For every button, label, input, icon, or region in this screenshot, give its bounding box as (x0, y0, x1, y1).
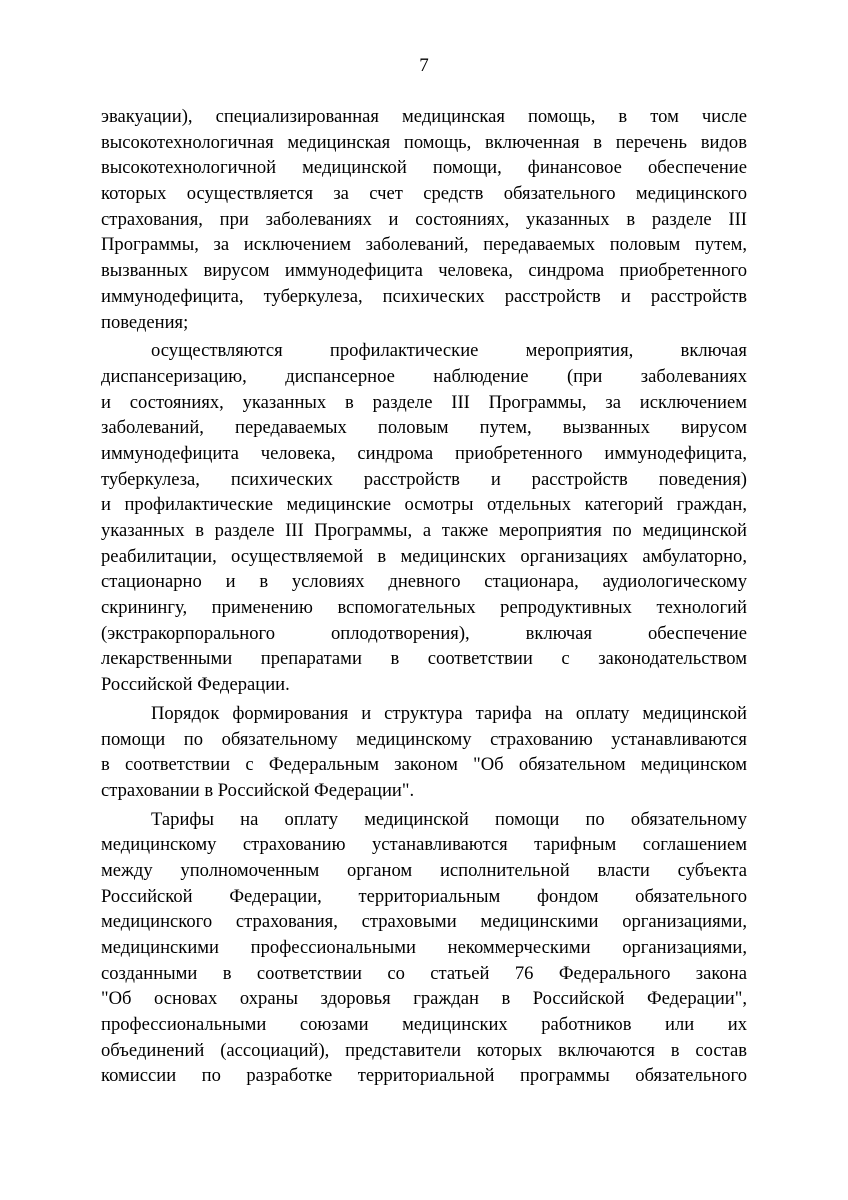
text-line: в соответствии с Федеральным законом "Об обязательном медицинском (101, 754, 747, 776)
text-line: вызванных вирусом иммунодефицита человека, синдрома приобретенного (101, 260, 747, 282)
text-line: Российской Федерации. (101, 674, 290, 696)
text-line: комиссии по разработке территориальной программы обязательного (101, 1065, 747, 1087)
text-line: высокотехнологичной медицинской помощи, финансовое обеспечение (101, 157, 747, 179)
text-line: иммунодефицита человека, синдрома приобретенного иммунодефицита, (101, 442, 747, 464)
text-line: страхования, при заболеваниях и состояниях, указанных в разделе III (101, 208, 747, 230)
text-line: Программы, за исключением заболеваний, передаваемых половым путем, (101, 234, 747, 256)
text-line: которых осуществляется за счет средств обязательного медицинского (101, 183, 747, 205)
text-line: иммунодефицита, туберкулеза, психических расстройств и расстройств (101, 285, 747, 307)
text-line: реабилитации, осуществляемой в медицинских организациях амбулаторно, (101, 545, 747, 567)
text-line: туберкулеза, психических расстройств и расстройств поведения) (101, 468, 747, 490)
text-line: Российской Федерации, территориальным фондом обязательного (101, 885, 747, 907)
text-line: эвакуации), специализированная медицинская помощь, в том числе (101, 106, 747, 127)
text-line: диспансеризацию, диспансерное наблюдение (при заболеваниях (101, 365, 747, 387)
text-line: помощи по обязательному медицинскому страхованию устанавливаются (101, 728, 747, 750)
text-line: (экстракорпорального оплодотворения), включая обеспечение (101, 622, 747, 644)
text-line: профессиональными союзами медицинских работников или их (101, 1014, 747, 1036)
text-line: медицинскими профессиональными некоммерческими организациями, (101, 937, 747, 958)
text-line: между уполномоченным органом исполнительной власти субъекта (101, 859, 747, 881)
paragraph (101, 701, 747, 804)
text-line: Тарифы на оплату медицинской помощи по обязательному (151, 808, 747, 830)
paragraph (101, 807, 747, 1090)
text-line: объединений (ассоциаций), представители которых включаются в состав (101, 1039, 747, 1061)
text-line: указанных в разделе III Программы, а также мероприятия по медицинской (101, 520, 747, 541)
paragraph (101, 104, 747, 335)
text-line: осуществляются профилактические мероприятия, включая (151, 340, 747, 362)
text-line: Порядок формирования и структура тарифа на оплату медицинской (151, 702, 747, 724)
text-line: скринингу, применению вспомогательных репродуктивных технологий (101, 597, 747, 619)
text-line: поведения; (101, 311, 189, 333)
text-line: лекарственными препаратами в соответствии с законодательством (101, 648, 747, 670)
text-line: медицинскому страхованию устанавливаются тарифным соглашением (101, 834, 747, 856)
text-line: заболеваний, передаваемых половым путем, вызванных вирусом (101, 417, 747, 439)
text-line: "Об основах охраны здоровья граждан в Российской Федерации", (101, 988, 747, 1010)
document-body (101, 104, 747, 1089)
paragraph (101, 338, 747, 698)
text-line: и профилактические медицинские осмотры отдельных категорий граждан, (101, 494, 747, 516)
text-line: созданными в соответствии со статьей 76 Федерального закона (101, 962, 747, 984)
text-line: высокотехнологичная медицинская помощь, включенная в перечень видов (101, 131, 747, 153)
text-line: и состояниях, указанных в разделе III Программы, за исключением (101, 391, 747, 413)
text-line: страховании в Российской Федерации". (101, 779, 415, 801)
text-line: медицинского страхования, страховыми медицинскими организациями, (101, 911, 747, 933)
text-line: стационарно и в условиях дневного стационара, аудиологическому (101, 571, 747, 593)
page-number: 7 (419, 55, 429, 76)
